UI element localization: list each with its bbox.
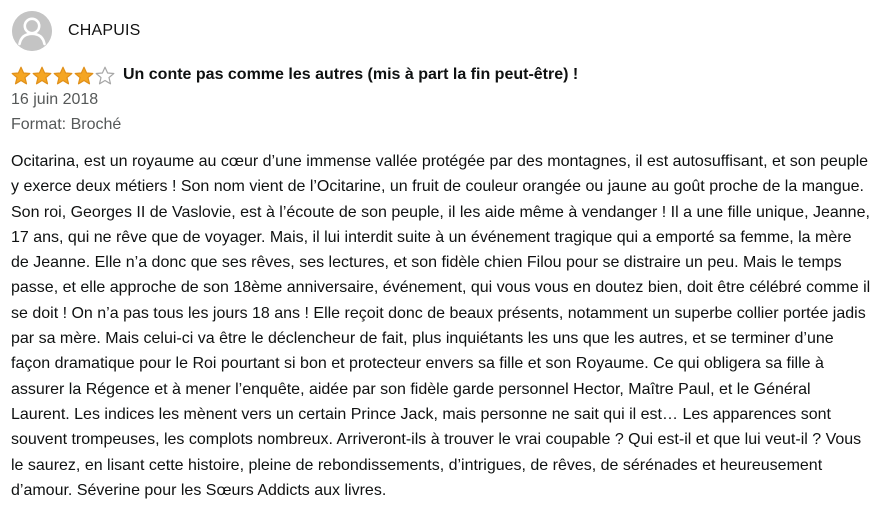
review-author-name[interactable]: CHAPUIS	[68, 22, 141, 39]
review-format[interactable]: Format: Broché	[11, 116, 122, 133]
star-filled-icon	[11, 66, 31, 85]
review-author-row	[12, 11, 141, 51]
star-filled-icon	[53, 66, 73, 85]
review-date: 16 juin 2018	[11, 91, 99, 108]
user-avatar-icon[interactable]	[12, 11, 52, 51]
star-rating[interactable]	[11, 66, 115, 85]
star-empty-icon	[95, 66, 115, 85]
review-title[interactable]: Un conte pas comme les autres (mis à part la fin peut-être) !	[123, 66, 579, 83]
review-body-text: Ocitarina, est un royaume au cœur d’une immense vallée protégée par des montagnes, il est autosuffisant, et son peuple y exerce deux métiers ! Son nom vient de l’Ocitarine, un fruit de couleur orangée ou jaune au goût proche de la mangue. Son roi, Georges II de Vaslovie, est à l’écoute de son peuple, il les aide même à vendanger ! Il a une fille unique, Jeanne, 17 ans, qui ne rêve que de voyager. Mais, il lui interdit suite à un événement tragique qui a emporté sa femme, la mère de Jeanne. Elle n’a donc que ses rêves, ses lectures, et son fidèle chien Filou pour se distraire un peu. Mais le temps passe, et elle approche de son 18ème anniversaire, événement, qui vous vous en doutez bien, doit être célébré comme il se doit ! On n’a pas tous les jours 18 ans ! Elle reçoit donc de beaux présents, notamment un superbe collier portée jadis par sa mère. Mais celui-ci va être le déclencheur de fait, plus inquiétants les uns que les autres, et se terminer d’une façon dramatique pour le Roi pourtant si bon et protecteur envers sa fille et son Royaume. Ce qui obligera sa fille à assurer la Régence et à mener l’enquête, aidée par son fidèle garde personnel Hector, Maître Paul, et le Général Laurent. Les indices les mènent vers un certain Prince Jack, mais personne ne sait qui il est… Les apparences sont souvent trompeuses, les complots nombreux. Arriveront-ils à trouver le vrai coupable ? Qui est-il et que lui veut-il ? Vous le saurez, en lisant cette histoire, pleine de rebondissements, d’intrigues, de rêves, de sérénades et heureusement d’amour. Séverine pour les Sœurs Addicts aux livres.	[11, 153, 871, 499]
star-filled-icon	[74, 66, 94, 85]
review-title-row	[11, 64, 578, 86]
star-filled-icon	[32, 66, 52, 85]
review-body	[11, 149, 871, 503]
